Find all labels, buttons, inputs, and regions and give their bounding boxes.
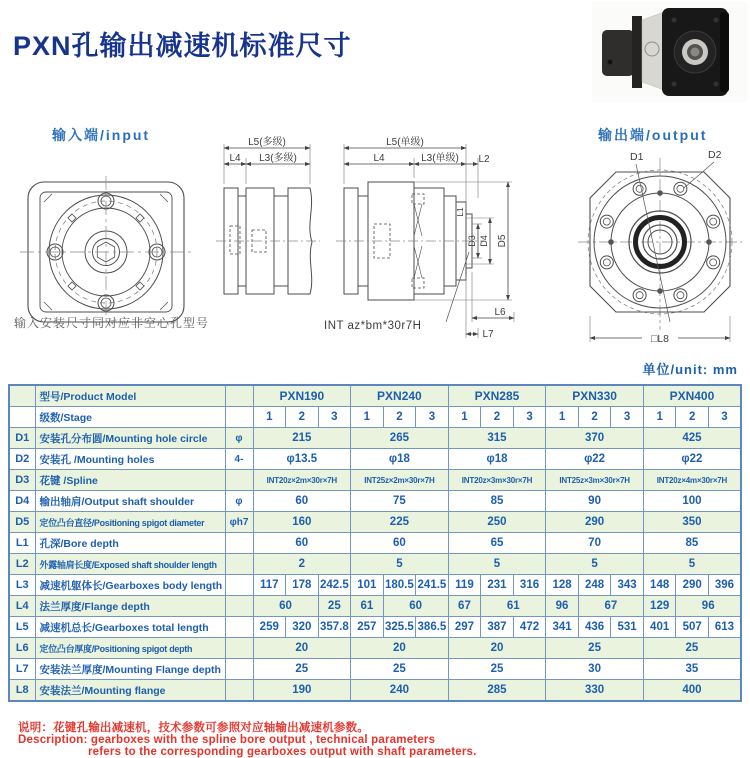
row-code: D5 <box>9 512 35 533</box>
data-cell: 242.5 <box>318 575 351 596</box>
row-symbol <box>225 470 253 491</box>
data-cell: 60 <box>253 596 318 617</box>
output-view-drawing <box>570 146 750 355</box>
table-row <box>9 512 741 533</box>
dim-d4: D4 <box>479 235 489 247</box>
data-cell: 401 <box>643 617 676 638</box>
data-cell: 5 <box>448 554 546 575</box>
row-name: 减速机总长/Gearboxes total length <box>35 617 225 638</box>
data-cell: 241.5 <box>416 575 449 596</box>
data-cell: 25 <box>351 659 449 680</box>
data-cell: 61 <box>481 596 546 617</box>
stage-cell: 3 <box>611 407 644 428</box>
data-cell: 20 <box>351 638 449 659</box>
data-cell: 70 <box>546 533 644 554</box>
table-row <box>9 617 741 638</box>
stage-cell: 1 <box>643 407 676 428</box>
row-name: 减速机躯体长/Gearboxes body length <box>35 575 225 596</box>
data-cell: 85 <box>448 491 546 512</box>
data-cell: 60 <box>253 533 351 554</box>
row-name: 定位凸台厚度/Positioning spigot depth <box>35 638 225 659</box>
table-cell <box>9 407 35 428</box>
data-cell: 325.5 <box>383 617 416 638</box>
row-name: 定位凸台直径/Positioning spigot diameter <box>35 512 225 533</box>
data-cell: 297 <box>448 617 481 638</box>
data-cell: 119 <box>448 575 481 596</box>
data-cell: φ22 <box>643 449 741 470</box>
data-cell: 357.8 <box>318 617 351 638</box>
dim-l3-single: L3(单级) <box>421 153 459 164</box>
data-cell: 20 <box>253 638 351 659</box>
row-symbol <box>225 638 253 659</box>
section-view-drawing <box>216 136 568 353</box>
dim-l4-a: L4 <box>229 153 241 164</box>
row-code: L2 <box>9 554 35 575</box>
row-symbol: φh7 <box>225 512 253 533</box>
row-name: 输出轴肩/Output shaft shoulder <box>35 491 225 512</box>
row-symbol <box>225 533 253 554</box>
data-cell: 396 <box>708 575 741 596</box>
row-code: L4 <box>9 596 35 617</box>
data-cell: 231 <box>481 575 514 596</box>
data-cell: 259 <box>253 617 286 638</box>
data-cell: 285 <box>448 680 546 702</box>
data-cell: 30 <box>546 659 644 680</box>
dim-l6: L6 <box>494 307 506 318</box>
stage-cell: 3 <box>416 407 449 428</box>
data-cell: 472 <box>513 617 546 638</box>
stage-cell: 2 <box>481 407 514 428</box>
gearbox-photo-graphic <box>592 2 747 102</box>
row-name: 安装法兰/Mounting flange <box>35 680 225 702</box>
row-name: 安装孔 /Mounting holes <box>35 449 225 470</box>
input-mounting-note: 输入安装尺寸同对应非空心孔型号 <box>14 316 210 330</box>
input-end-label: 输入端/input <box>52 127 151 143</box>
table-row <box>9 470 741 491</box>
row-code: D3 <box>9 470 35 491</box>
data-cell: 330 <box>546 680 644 702</box>
data-cell: 90 <box>546 491 644 512</box>
table-row <box>9 533 741 554</box>
data-cell: 436 <box>578 617 611 638</box>
data-cell: INT20z×2m×30r×7H <box>253 470 351 491</box>
page-title: PXN孔输出减速机标准尺寸 <box>13 31 352 61</box>
dim-l7: L7 <box>482 329 494 340</box>
stage-label: 级数/Stage <box>35 407 225 428</box>
table-row <box>9 407 741 428</box>
table-row <box>9 575 741 596</box>
data-cell: 315 <box>448 428 546 449</box>
data-cell: 65 <box>448 533 546 554</box>
row-name: 孔深/Bore depth <box>35 533 225 554</box>
data-cell: 531 <box>611 617 644 638</box>
dim-d2: D2 <box>708 149 722 161</box>
data-cell: 400 <box>643 680 741 702</box>
data-cell: φ18 <box>448 449 546 470</box>
unit-label: 单位/unit: mm <box>642 362 738 377</box>
table-row <box>9 428 741 449</box>
data-cell: INT20z×3m×30r×7H <box>448 470 546 491</box>
data-cell: 2 <box>253 554 351 575</box>
data-cell: 60 <box>351 533 449 554</box>
data-cell: 60 <box>253 491 351 512</box>
data-cell: 5 <box>351 554 449 575</box>
table-cell <box>9 385 35 407</box>
data-cell: 85 <box>643 533 741 554</box>
data-cell: 370 <box>546 428 644 449</box>
data-cell: 20 <box>448 638 546 659</box>
data-cell: 25 <box>318 596 351 617</box>
stage-cell: 2 <box>676 407 709 428</box>
data-cell: φ18 <box>351 449 449 470</box>
dim-l8: □L8 <box>650 333 670 345</box>
data-cell: 320 <box>286 617 319 638</box>
table-cell <box>225 407 253 428</box>
data-cell: 425 <box>643 428 741 449</box>
data-cell: 343 <box>611 575 644 596</box>
data-cell: 240 <box>351 680 449 702</box>
data-cell: φ22 <box>546 449 644 470</box>
data-cell: 248 <box>578 575 611 596</box>
data-cell: INT25z×3m×30r×7H <box>546 470 644 491</box>
dim-l5-single: L5(单级) <box>386 137 424 148</box>
data-cell: 25 <box>643 638 741 659</box>
dim-l2: L2 <box>478 154 490 165</box>
stage-cell: 2 <box>578 407 611 428</box>
data-cell: 180.5 <box>383 575 416 596</box>
stage-cell: 2 <box>286 407 319 428</box>
data-cell: 67 <box>448 596 481 617</box>
dim-l5-multi: L5(多级) <box>248 137 286 148</box>
row-code: D1 <box>9 428 35 449</box>
data-cell: 25 <box>448 659 546 680</box>
table-row <box>9 449 741 470</box>
table-row <box>9 680 741 702</box>
table-row <box>9 554 741 575</box>
stage-cell: 1 <box>351 407 384 428</box>
row-code: L8 <box>9 680 35 702</box>
row-symbol <box>225 680 253 702</box>
footer-description-line2: refers to the corresponding gearboxes output with shaft parameters. <box>88 746 477 758</box>
data-cell: 507 <box>676 617 709 638</box>
row-code: L6 <box>9 638 35 659</box>
data-cell: 178 <box>286 575 319 596</box>
data-cell: 160 <box>253 512 351 533</box>
data-cell: 25 <box>546 638 644 659</box>
row-symbol <box>225 617 253 638</box>
dim-l1: L1 <box>455 207 465 217</box>
data-cell: 101 <box>351 575 384 596</box>
input-view-drawing <box>20 176 192 333</box>
data-cell: 290 <box>676 575 709 596</box>
data-cell: 387 <box>481 617 514 638</box>
dim-l4-b: L4 <box>373 153 385 164</box>
data-cell: 215 <box>253 428 351 449</box>
data-cell: 386.5 <box>416 617 449 638</box>
output-end-label: 输出端/output <box>598 127 708 143</box>
dim-d5: D5 <box>497 234 508 248</box>
row-name: 安装孔分布圆/Mounting hole circle <box>35 428 225 449</box>
row-symbol <box>225 575 253 596</box>
spec-table-body <box>9 385 741 701</box>
model-header: PXN330 <box>546 385 644 407</box>
table-row <box>9 596 741 617</box>
spec-table <box>8 384 742 702</box>
data-cell: INT20z×4m×30r×7H <box>643 470 741 491</box>
data-cell: 257 <box>351 617 384 638</box>
footer-description-line1: Description: gearboxes with the spline bore output , technical parameters <box>18 734 436 746</box>
row-name: 花键 /Spline <box>35 470 225 491</box>
input-view-graphic <box>20 176 192 328</box>
data-cell: 67 <box>578 596 643 617</box>
data-cell: 25 <box>253 659 351 680</box>
data-cell: 148 <box>643 575 676 596</box>
data-cell: 117 <box>253 575 286 596</box>
model-label: 型号/Product Model <box>35 385 225 407</box>
data-cell: 61 <box>351 596 384 617</box>
data-cell: 316 <box>513 575 546 596</box>
table-row <box>9 638 741 659</box>
row-code: L7 <box>9 659 35 680</box>
stage-cell: 3 <box>513 407 546 428</box>
data-cell: 75 <box>351 491 449 512</box>
dim-d1: D1 <box>630 151 644 163</box>
data-cell: 60 <box>383 596 448 617</box>
model-header: PXN285 <box>448 385 546 407</box>
dim-l3-multi: L3(多级) <box>259 153 297 164</box>
data-cell: φ13.5 <box>253 449 351 470</box>
data-cell: 96 <box>546 596 579 617</box>
stage-cell: 3 <box>318 407 351 428</box>
data-cell: 290 <box>546 512 644 533</box>
product-photo <box>592 2 747 102</box>
stage-cell: 1 <box>448 407 481 428</box>
row-symbol: φ <box>225 428 253 449</box>
row-code: D2 <box>9 449 35 470</box>
data-cell: 96 <box>676 596 741 617</box>
row-symbol <box>225 596 253 617</box>
row-symbol: φ <box>225 491 253 512</box>
data-cell: 225 <box>351 512 449 533</box>
row-name: 安装法兰厚度/Mounting Flange depth <box>35 659 225 680</box>
row-code: L1 <box>9 533 35 554</box>
data-cell: 190 <box>253 680 351 702</box>
row-symbol <box>225 554 253 575</box>
row-code: L3 <box>9 575 35 596</box>
data-cell: 128 <box>546 575 579 596</box>
table-row <box>9 491 741 512</box>
model-header: PXN400 <box>643 385 741 407</box>
data-cell: 100 <box>643 491 741 512</box>
row-code: D4 <box>9 491 35 512</box>
table-row <box>9 385 741 407</box>
data-cell: INT25z×2m×30r×7H <box>351 470 449 491</box>
footer-note-cn: 说明：花键孔输出减速机，技术参数可参照对应轴输出减速机参数。 <box>18 722 369 734</box>
data-cell: 250 <box>448 512 546 533</box>
data-cell: 613 <box>708 617 741 638</box>
data-cell: 350 <box>643 512 741 533</box>
section-view-graphic <box>216 136 568 348</box>
data-cell: 5 <box>546 554 644 575</box>
row-name: 外露轴肩长度/Exposed shaft shoulder length <box>35 554 225 575</box>
model-header: PXN190 <box>253 385 351 407</box>
stage-cell: 1 <box>253 407 286 428</box>
table-cell <box>225 385 253 407</box>
dim-d3: D3 <box>467 235 477 247</box>
model-header: PXN240 <box>351 385 449 407</box>
row-name: 法兰厚度/Flange depth <box>35 596 225 617</box>
row-symbol <box>225 659 253 680</box>
table-row <box>9 659 741 680</box>
stage-cell: 2 <box>383 407 416 428</box>
data-cell: 35 <box>643 659 741 680</box>
spline-note: INT az*bm*30r7H <box>324 320 422 332</box>
output-view-graphic <box>570 146 750 350</box>
data-cell: 129 <box>643 596 676 617</box>
data-cell: 341 <box>546 617 579 638</box>
row-symbol: 4- <box>225 449 253 470</box>
data-cell: 5 <box>643 554 741 575</box>
stage-cell: 1 <box>546 407 579 428</box>
stage-cell: 3 <box>708 407 741 428</box>
row-code: L5 <box>9 617 35 638</box>
data-cell: 265 <box>351 428 449 449</box>
